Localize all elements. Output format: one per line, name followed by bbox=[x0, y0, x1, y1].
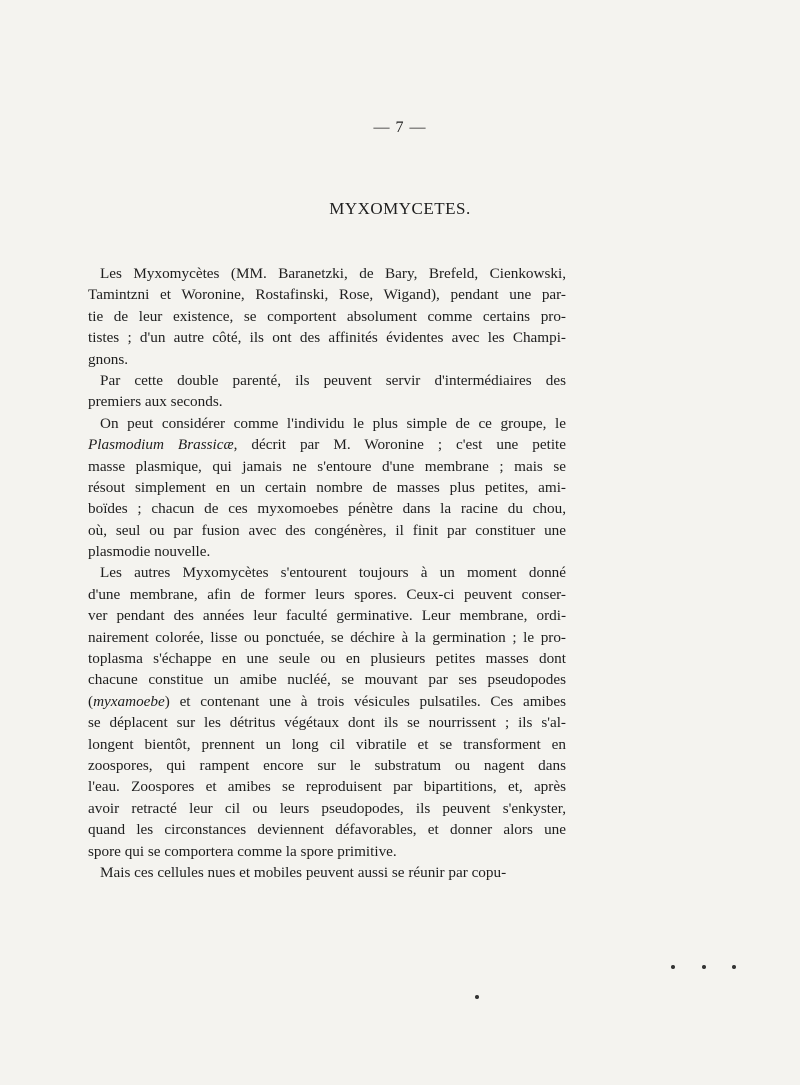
text-line: Plasmodium Brassicæ, décrit par M. Woronine ; c'est une petite bbox=[88, 436, 567, 454]
speckle bbox=[475, 995, 479, 999]
speckle bbox=[702, 965, 706, 969]
text-line: l'eau. Zoospores et amibes se reproduisent par bipartitions, et, après bbox=[88, 778, 566, 796]
text-line: Les autres Myxomycètes s'entourent toujours à un moment donné bbox=[100, 564, 566, 582]
text-line: tistes ; d'un autre côté, ils ont des affinités évidentes avec les Champi- bbox=[88, 329, 566, 347]
text-line: Tamintzni et Woronine, Rostafinski, Rose, Wigand), pendant une par- bbox=[88, 286, 566, 304]
text-line: masse plasmique, qui jamais ne s'entoure d'une membrane ; mais se bbox=[88, 457, 566, 475]
text-line: premiers aux seconds. bbox=[88, 393, 223, 411]
text-line: se déplacent sur les détritus végétaux dont ils se nourrissent ; ils s'al- bbox=[88, 714, 566, 732]
section-heading: MYXOMYCETES. bbox=[329, 199, 471, 218]
text-line: longent bientôt, prennent un long cil vibratile et se transforment en bbox=[88, 735, 566, 753]
text-line: d'une membrane, afin de former leurs spores. Ceux-ci peuvent conser- bbox=[88, 585, 566, 603]
text-line: boïdes ; chacun de ces myxomoebes pénètre dans la racine du chou, bbox=[88, 500, 566, 518]
text-line: Mais ces cellules nues et mobiles peuvent aussi se réunir par copu- bbox=[100, 863, 507, 881]
text-line: avoir retracté leur cil ou leurs pseudopodes, ils peuvent s'enkyster, bbox=[88, 799, 566, 817]
text-line: spore qui se comportera comme la spore primitive. bbox=[88, 842, 397, 860]
text-line: gnons. bbox=[88, 350, 129, 368]
text-line: (myxamoebe) et contenant une à trois vésicules pulsatiles. Ces amibes bbox=[88, 692, 566, 710]
speckle bbox=[732, 965, 736, 969]
text-line: plasmodie nouvelle. bbox=[88, 543, 211, 561]
text-line: Par cette double parenté, ils peuvent servir d'intermédiaires des bbox=[100, 371, 566, 389]
paragraph-5 bbox=[88, 862, 566, 883]
body-text bbox=[88, 263, 566, 883]
text-line: ver pendant des années leur faculté germinative. Leur membrane, ordi- bbox=[88, 607, 566, 625]
text-line: On peut considérer comme l'individu le plus simple de ce groupe, le bbox=[100, 414, 566, 432]
speckle bbox=[671, 965, 675, 969]
paragraph-1 bbox=[88, 263, 566, 370]
paragraph-3 bbox=[88, 413, 566, 563]
paragraph-2 bbox=[88, 370, 566, 413]
text-line: quand les circonstances deviennent défavorables, et donner alors une bbox=[88, 821, 566, 839]
text-line: tie de leur existence, se comportent absolument comme certains pro- bbox=[88, 307, 566, 325]
text-line: chacune constitue un amibe nucléé, se mouvant par ses pseudopodes bbox=[88, 671, 566, 689]
text-line: zoospores, qui rampent encore sur le substratum ou nagent dans bbox=[88, 756, 566, 774]
paragraph-4 bbox=[88, 562, 566, 861]
text-line: Les Myxomycètes (MM. Baranetzki, de Bary, Brefeld, Cienkowski, bbox=[100, 265, 566, 282]
text-line: toplasma s'échappe en une seule ou en plusieurs petites masses dont bbox=[88, 650, 566, 668]
text-line: où, seul ou par fusion avec des congénères, il finit par constituer une bbox=[88, 521, 566, 539]
text-line: nairement colorée, lisse ou ponctuée, se déchire à la germination ; le pro- bbox=[88, 628, 566, 646]
text-line: résout simplement en un certain nombre de masses plus petites, ami- bbox=[88, 478, 566, 496]
page-number: — 7 — bbox=[373, 119, 427, 136]
